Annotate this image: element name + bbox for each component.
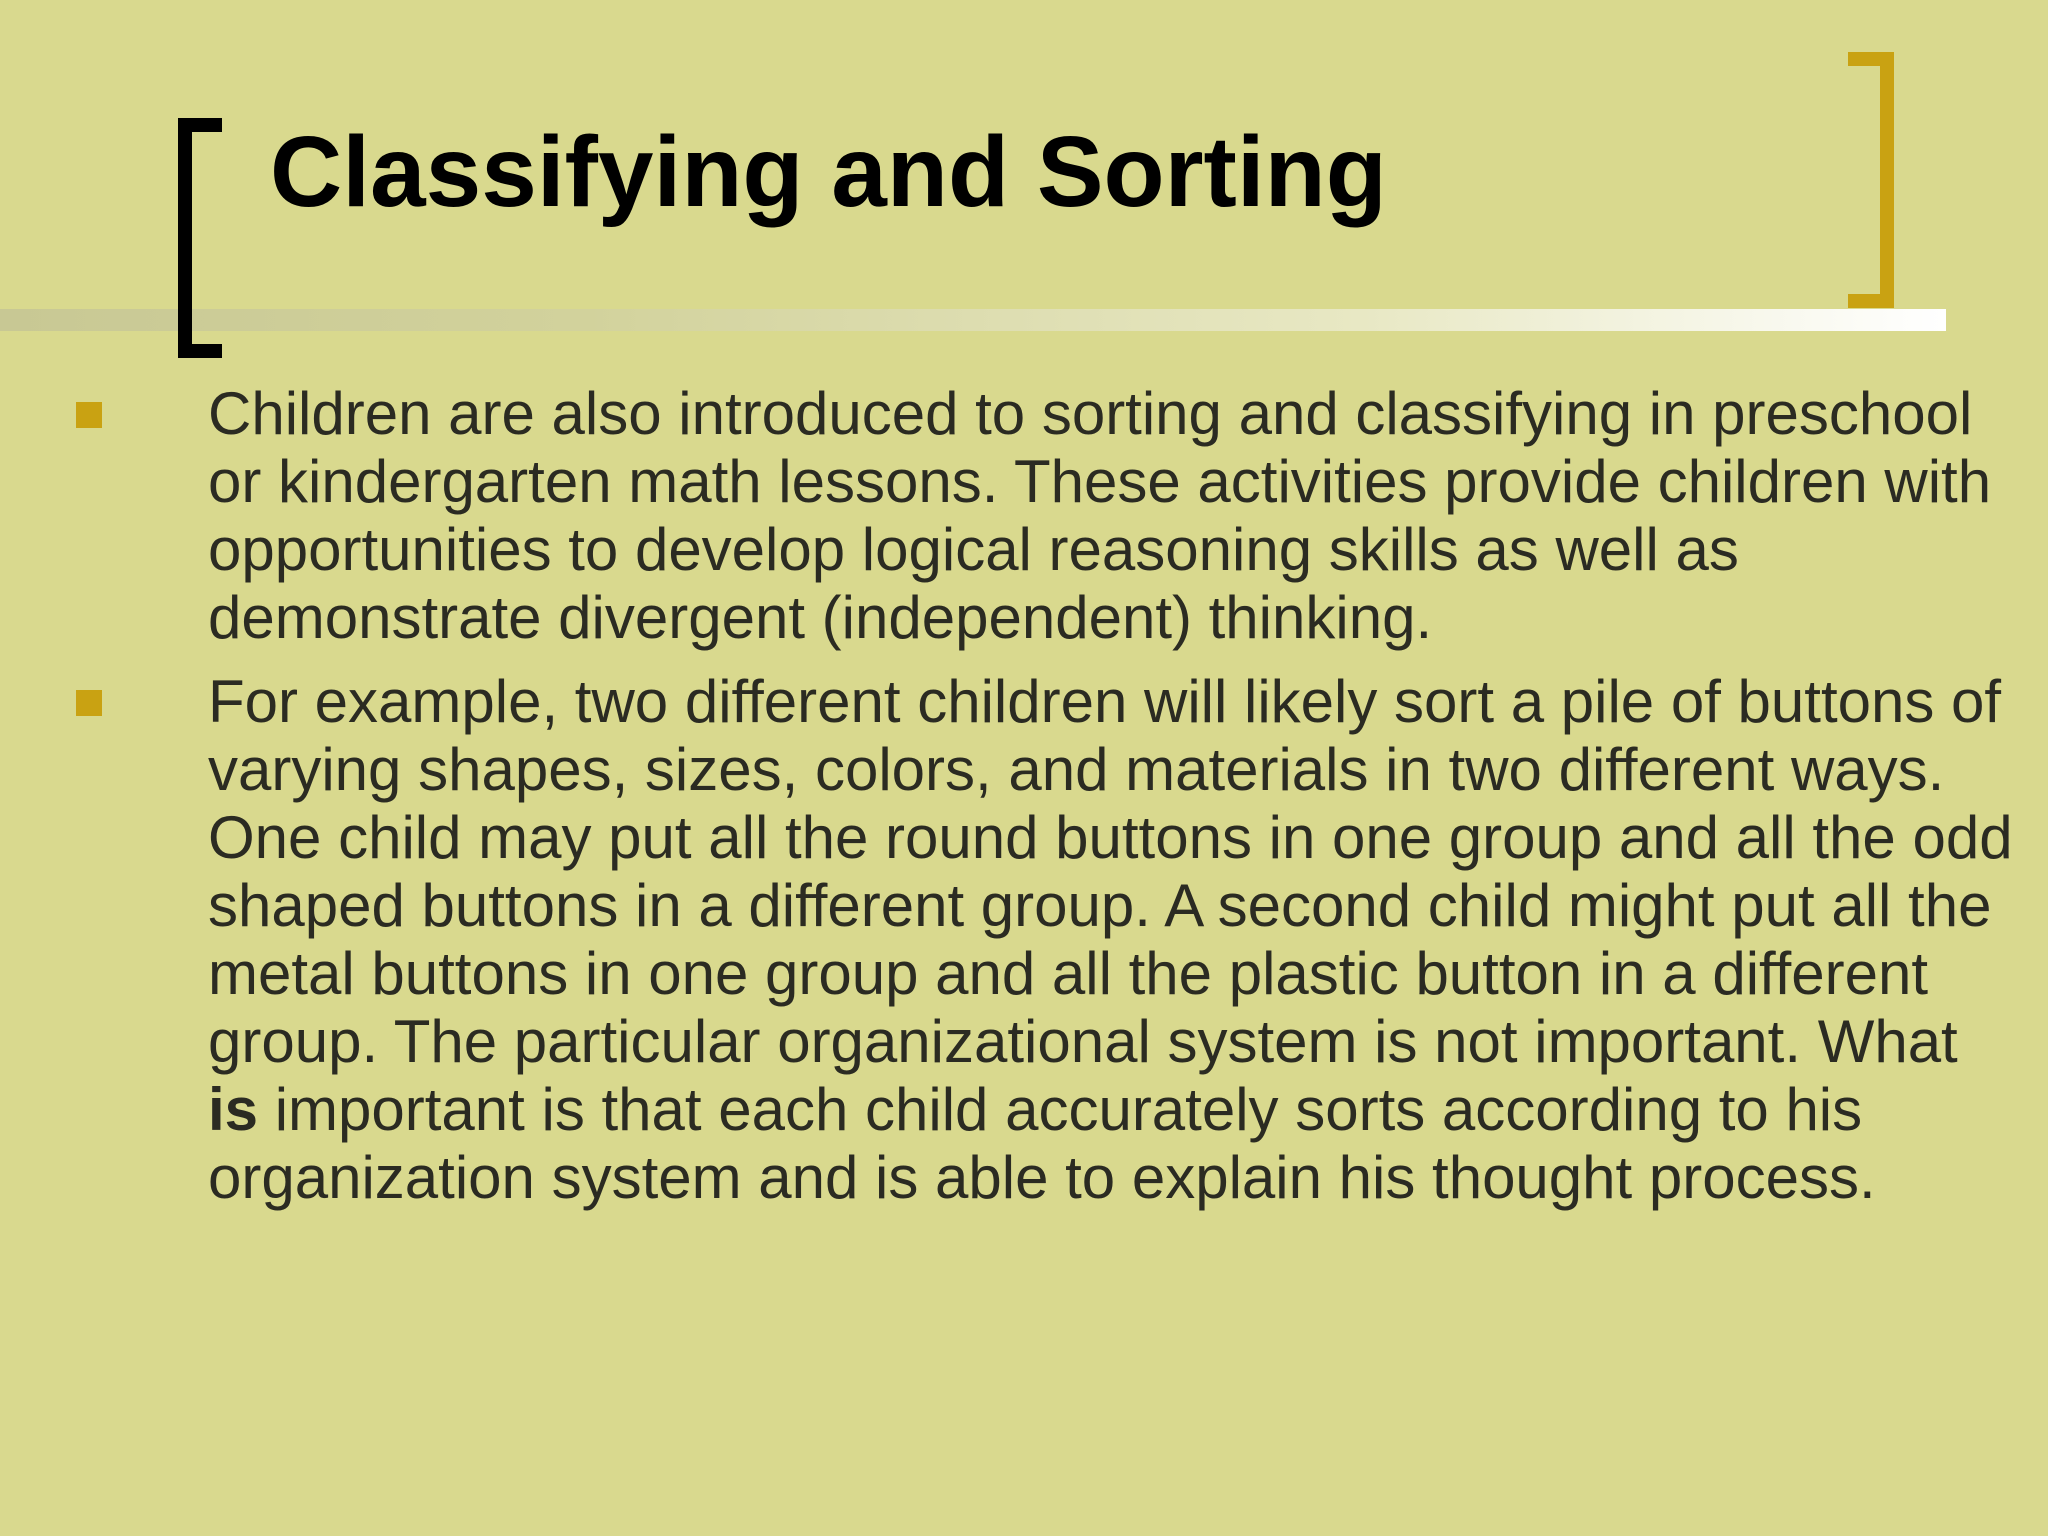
bullet-text-2-emphasis: is <box>208 1076 259 1143</box>
title-divider-rule <box>0 309 1946 331</box>
square-bullet-icon <box>76 402 102 428</box>
bullet-text-2 <box>208 668 2013 1211</box>
square-bullet-icon <box>76 690 102 716</box>
right-bracket-icon <box>1848 52 1894 308</box>
bullet-text-1: Children are also introduced to sorting and classifying in preschool or kindergarten math lessons. These activities provide children with opportunities to develop logical reasoning skills as well as demonstrate divergent (independent) thinking. <box>208 380 1992 651</box>
bullet-text-2-part-2: important is that each child accurately sorts according to his organization system and is able to explain his thought process. <box>208 1076 1876 1211</box>
bullet-item-1 <box>0 380 2048 652</box>
slide-title: Classifying and Sorting <box>270 116 1387 228</box>
bullet-item-2 <box>0 668 2048 1212</box>
bullet-text-2-part-1: For example, two different children will likely sort a pile of buttons of varying shapes, sizes, colors, and materials in two different ways. One child may put all the round buttons in one group and all the odd shaped buttons in a different group. A second child might put all the metal buttons in one group and all the plastic button in a different group. The particular organizational system is not important. What <box>208 668 2013 1075</box>
left-bracket-icon <box>178 118 222 358</box>
bullet-list <box>0 380 2048 1228</box>
